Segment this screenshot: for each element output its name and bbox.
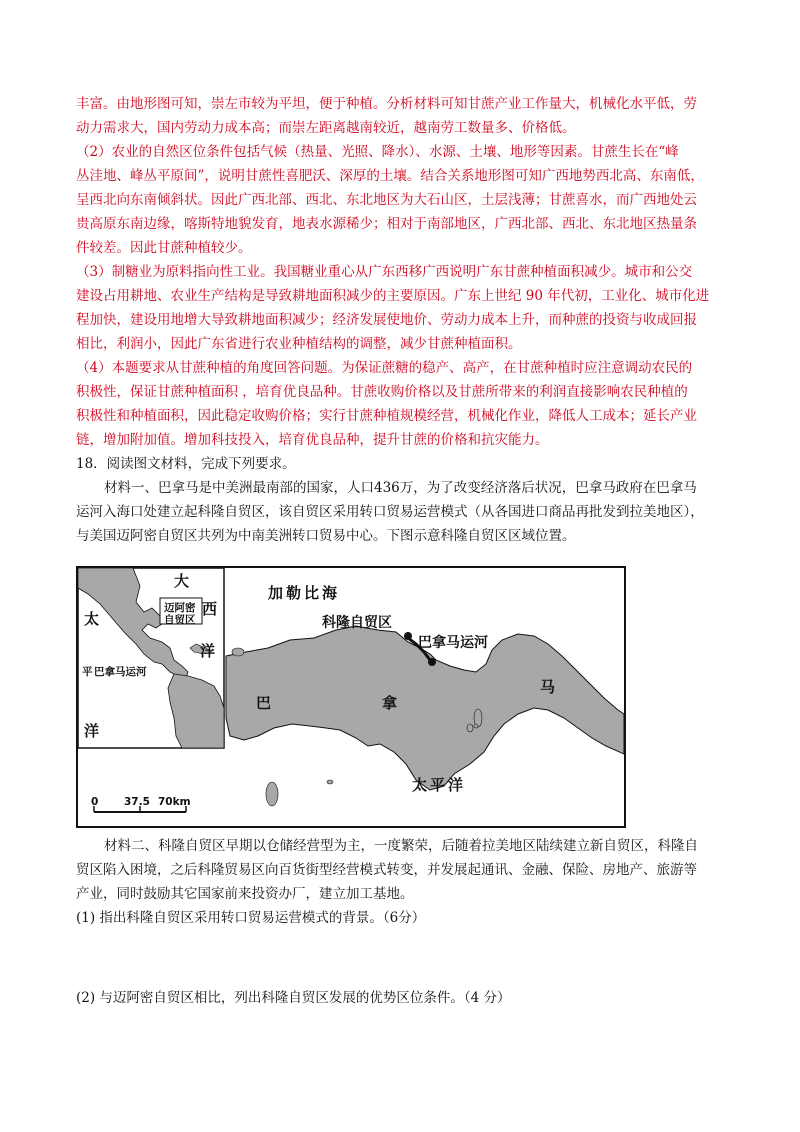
inset-label-colon: 平 [82,666,93,678]
scale-label-end: 70km [158,796,191,808]
island [474,724,478,728]
sub-question-2 [76,986,726,1010]
material-2 [76,834,726,906]
answer-line: 相比，利润小，因此广东省进行农业种植结构的调整，减少甘蔗种植面积。 [76,336,522,352]
question-2-text: (2) 与迈阿密自贸区相比，列出科隆自贸区发展的优势区位条件。（4 分） [76,990,511,1006]
inset-label-miami-zone: 自贸区 [164,614,196,626]
label-pacific-ocean: 太平洋 [412,776,467,794]
answer-line: （3）制糖业为原料指向性工业。我国糖业重心从广东西移广西说明广东甘蔗种植面积减少。城市和公交 [76,264,693,280]
answer-line: 丛洼地、峰丛平原间”，说明甘蔗性喜肥沃、深厚的土壤。结合关系地形图可知广西地势西北高、东南低， [76,168,704,184]
material-1-line: 与美国迈阿密自贸区共列为中南美洲转口贸易中心。下图示意科隆自贸区区域位置。 [76,528,576,544]
answer-line: 积极性，保证甘蔗种植面积 ，培育优良品种。甘蔗收购价格以及甘蔗所带来的利润直接影响农民种植的 [76,384,688,400]
sub-question-1 [76,906,726,930]
island [327,780,333,784]
answer-line: 丰富。由地形图可知，崇左市较为平坦，便于种植。分析材料可知甘蔗产业工作量大，机械化水平低，劳 [76,96,697,112]
material-2-line: 贸区陷入困境，之后科隆贸易区向百货街型经营模式转变，并发展起通讯、金融、保险、房地产、旅游等 [76,862,697,878]
inset-label-miami: 迈阿密 [164,602,196,614]
canal-end-marker [428,658,436,666]
material-1-line: 材料一、巴拿马是中美洲最南部的国家，人口436万，为了改变经济落后状况，巴拿马政府在巴拿马 [104,480,697,496]
question-title: 18．阅读图文材料，完成下列要求。 [76,456,296,472]
scale-label-mid: 37.5 [124,796,150,808]
material-2-line: 材料二、科隆自贸区早期以仓储经营型为主，一度繁荣，后随着拉美地区陆续建立新自贸区，科隆自 [104,838,698,854]
colon-free-trade-zone-map [76,566,626,828]
inset-label-yang-pacific: 洋 [84,722,100,740]
answer-analysis [76,92,726,452]
map-graphic [78,568,624,826]
inset-label-da: 大 [174,572,190,590]
colon-marker [404,632,412,640]
question-1-text: (1) 指出科隆自贸区采用转口贸易运营模式的背景。（6分） [76,910,426,926]
answer-line: 贵高原东南边缘，喀斯特地貌发育，地表水源稀少；相对于南部地区，广西北部、西北、东北地区热量条 [76,216,697,232]
answer-line: 链，增加附加值。增加科技投入，培育优良品种，提升甘蔗的价格和抗灾能力。 [76,432,549,448]
answer-line: 件较差。因此甘蔗种植较少。 [76,240,252,256]
label-colon-free-trade-zone: 科隆自贸区 [322,615,392,631]
material-1-line: 运河入海口处建立起科隆自贸区，该自贸区采用转口贸易运营模式（从各国进口商品再批发到拉美地区）， [76,504,704,520]
label-ma: 马 [540,678,556,696]
label-na: 拿 [382,694,398,712]
inset-label-yang-atlantic: 洋 [200,642,216,660]
answer-line: （4）本题要求从甘蔗种植的角度回答问题。为保证蔗糖的稳产、高产，在甘蔗种植时应注意调动农民的 [76,360,693,376]
inset-label-tai: 太 [84,610,100,628]
label-ba: 巴 [256,694,272,712]
answer-line: 程加快，建设用地增大导致耕地面积减少；经济发展使地价、劳动力成本上升，而种蔗的投资与收成回报 [76,312,697,328]
island [467,724,473,732]
question-18 [76,452,726,548]
answer-line: （2）农业的自然区位条件包括气候（热量、光照、降水）、水源、土壤、地形等因素。甘蔗生长在“峰 [76,144,679,160]
answer-line: 动力需求大，国内劳动力成本高；而崇左距离越南较近，越南劳工数量多、价格低。 [76,120,576,136]
material-2-line: 产业，同时鼓励其它国家前来投资办厂，建立加工基地。 [76,886,414,902]
island [266,782,278,806]
answer-line: 建设占用耕地、农业生产结构是导致耕地面积减少的主要原因。广东上世纪 90 年代初，工业化、城市化进 [76,288,710,304]
scale-label-zero: 0 [91,796,99,808]
inset-label-xi: 西 [202,600,218,618]
inset-label-panama-canal: 巴拿马运河 [94,666,147,678]
answer-line: 积极性和种植面积，因此稳定收购价格；实行甘蔗种植规模经营，机械化作业，降低人工成本；延长产业 [76,408,697,424]
label-caribbean-sea: 加勒比海 [268,584,341,602]
label-panama-canal: 巴拿马运河 [418,635,488,651]
answer-line: 呈西北向东南倾斜状。因此广西北部、西北、东北地区为大石山区，土层浅薄；甘蔗喜水，而广西地处云 [76,192,697,208]
island [232,648,244,656]
